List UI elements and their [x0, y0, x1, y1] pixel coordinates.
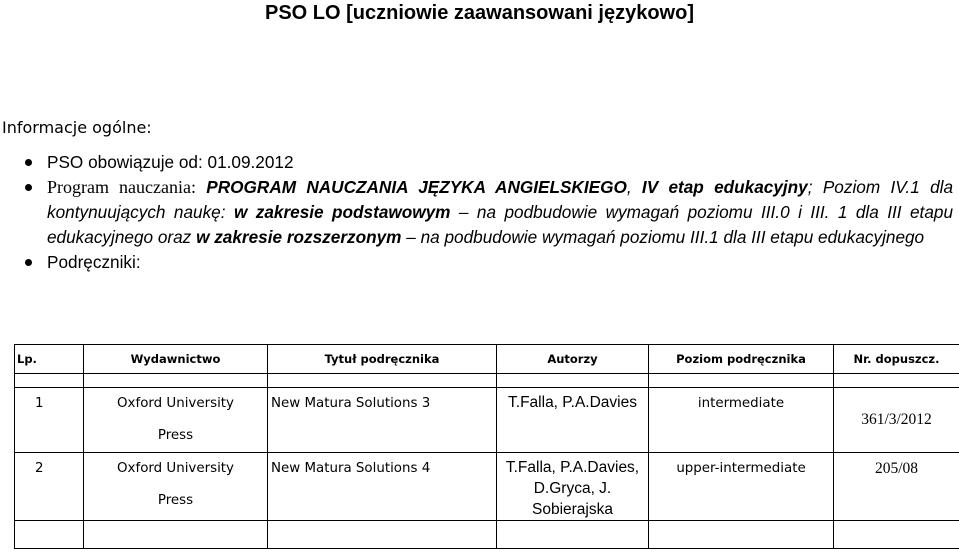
program-label: Program nauczania: [47, 177, 196, 197]
bullet-icon [25, 184, 32, 191]
bullet-icon [25, 159, 32, 166]
program-stage: IV etap edukacyjny [641, 177, 808, 197]
col-header-level: Poziom podręcznika [649, 345, 834, 374]
table-row [15, 388, 959, 453]
program-extended-desc: – na podbudowie wymagań poziomu III.1 dla III etapu edukacyjnego [406, 227, 925, 247]
page-title: PSO LO [uczniowie zaawansowani językowo] [265, 2, 694, 24]
list-item-textbooks [0, 250, 959, 275]
list-item-start-date [0, 150, 959, 175]
author-line: D.Gryca, J. [533, 480, 612, 497]
program-name: PROGRAM NAUCZANIA JĘZYKA ANGIELSKIEGO [206, 177, 627, 197]
publisher-line: Oxford University [117, 461, 234, 476]
table-empty-row [15, 521, 959, 549]
col-header-lp: Lp. [15, 345, 84, 374]
program-extended-scope: w zakresie rozszerzonym [196, 227, 402, 247]
cell-title: New Matura Solutions 3 [268, 388, 497, 453]
cell-level: upper-intermediate [649, 453, 834, 521]
info-list [0, 150, 959, 275]
table-header-row [15, 345, 959, 374]
program-comma: , [626, 177, 632, 197]
publisher-line: Press [157, 428, 194, 443]
cell-number: 361/3/2012 [834, 388, 959, 453]
publisher-line: Press [157, 493, 194, 508]
textbooks-label: Podręczniki: [47, 252, 141, 272]
cell-lp: 2 [15, 453, 84, 521]
start-date-text: PSO obowiązuje od: 01.09.2012 [47, 152, 294, 172]
author-line: T.Falla, P.A.Davies, [505, 459, 640, 476]
cell-lp: 1 [15, 388, 84, 453]
col-header-title: Tytuł podręcznika [268, 345, 497, 374]
cell-publisher [84, 388, 268, 453]
author-line: Sobierajska [532, 501, 613, 518]
publisher-line: Oxford University [117, 396, 234, 411]
cell-authors [497, 388, 649, 453]
cell-authors [497, 453, 649, 521]
col-header-authors: Autorzy [497, 345, 649, 374]
general-info-label: Informacje ogólne: [2, 118, 152, 137]
table-spacer-row [15, 374, 959, 388]
program-basic-scope: w zakresie podstawowym [233, 202, 451, 222]
program-level: Poziom IV.1 dla kontynuujących naukę: [47, 177, 954, 222]
textbooks-table [14, 344, 959, 549]
cell-level: intermediate [649, 388, 834, 453]
col-header-publisher: Wydawnictwo [84, 345, 268, 374]
cell-number: 205/08 [834, 453, 959, 521]
list-item-program [0, 175, 959, 250]
col-header-number: Nr. dopuszcz. [834, 345, 959, 374]
table-row [15, 453, 959, 521]
program-semicolon: ; [807, 177, 813, 197]
program-basic-desc: – na podbudowie wymagań poziomu III.0 i III. 1 dla III etapu edukacyjnego oraz [47, 202, 953, 247]
cell-publisher [84, 453, 268, 521]
cell-title: New Matura Solutions 4 [268, 453, 497, 521]
author-line: T.Falla, P.A.Davies [508, 394, 637, 411]
bullet-icon [25, 259, 32, 266]
